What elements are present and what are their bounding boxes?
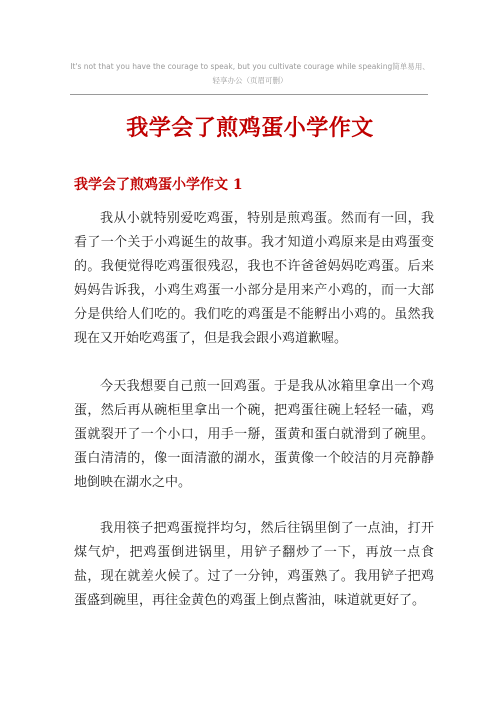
- body-paragraph-2: 今天我想要自己煎一回鸡蛋。于是我从冰箱里拿出一个鸡蛋，然后再从碗柜里拿出一个碗，把鸡蛋往碗上轻轻一磕，鸡蛋就裂开了一个小口，用手一掰，蛋黄和蛋白就滑到了碗里。蛋白清清的，像一面清澈的湖水，蛋黄像一个皎洁的月亮静静地倒映在湖水之中。: [74, 379, 434, 490]
- section-heading: 我学会了煎鸡蛋小学作文 1: [74, 177, 243, 193]
- header-note: It's not that you have the courage to speak, but you cultivate courage while speaking简单易用、轻享办公（页眉可删）: [70, 62, 430, 85]
- body-paragraph-3: 我用筷子把鸡蛋搅拌均匀，然后往锅里倒了一点油，打开煤气炉，把鸡蛋倒进锅里，用铲子翻炒了一下，再放一点食盐，现在就差火候了。过了一分钟，鸡蛋熟了。我用铲子把鸡蛋盛到碗里，再往金黄色的鸡蛋上倒点酱油，味道就更好了。: [74, 521, 434, 608]
- header-divider: [70, 94, 428, 95]
- body-paragraph-1: 我从小就特别爱吃鸡蛋，特别是煎鸡蛋。然而有一回，我看了一个关于小鸡诞生的故事。我才知道小鸡原来是由鸡蛋变的。我便觉得吃鸡蛋很残忍，我也不许爸爸妈妈吃鸡蛋。后来妈妈告诉我，小鸡生鸡蛋一小部分是用来产小鸡的，而一大部分是供给人们吃的。我们吃的鸡蛋是不能孵出小鸡的。虽然我现在又开始吃鸡蛋了，但是我会跟小鸡道歉喔。: [74, 211, 434, 346]
- document-title: 我学会了煎鸡蛋小学作文: [126, 115, 374, 141]
